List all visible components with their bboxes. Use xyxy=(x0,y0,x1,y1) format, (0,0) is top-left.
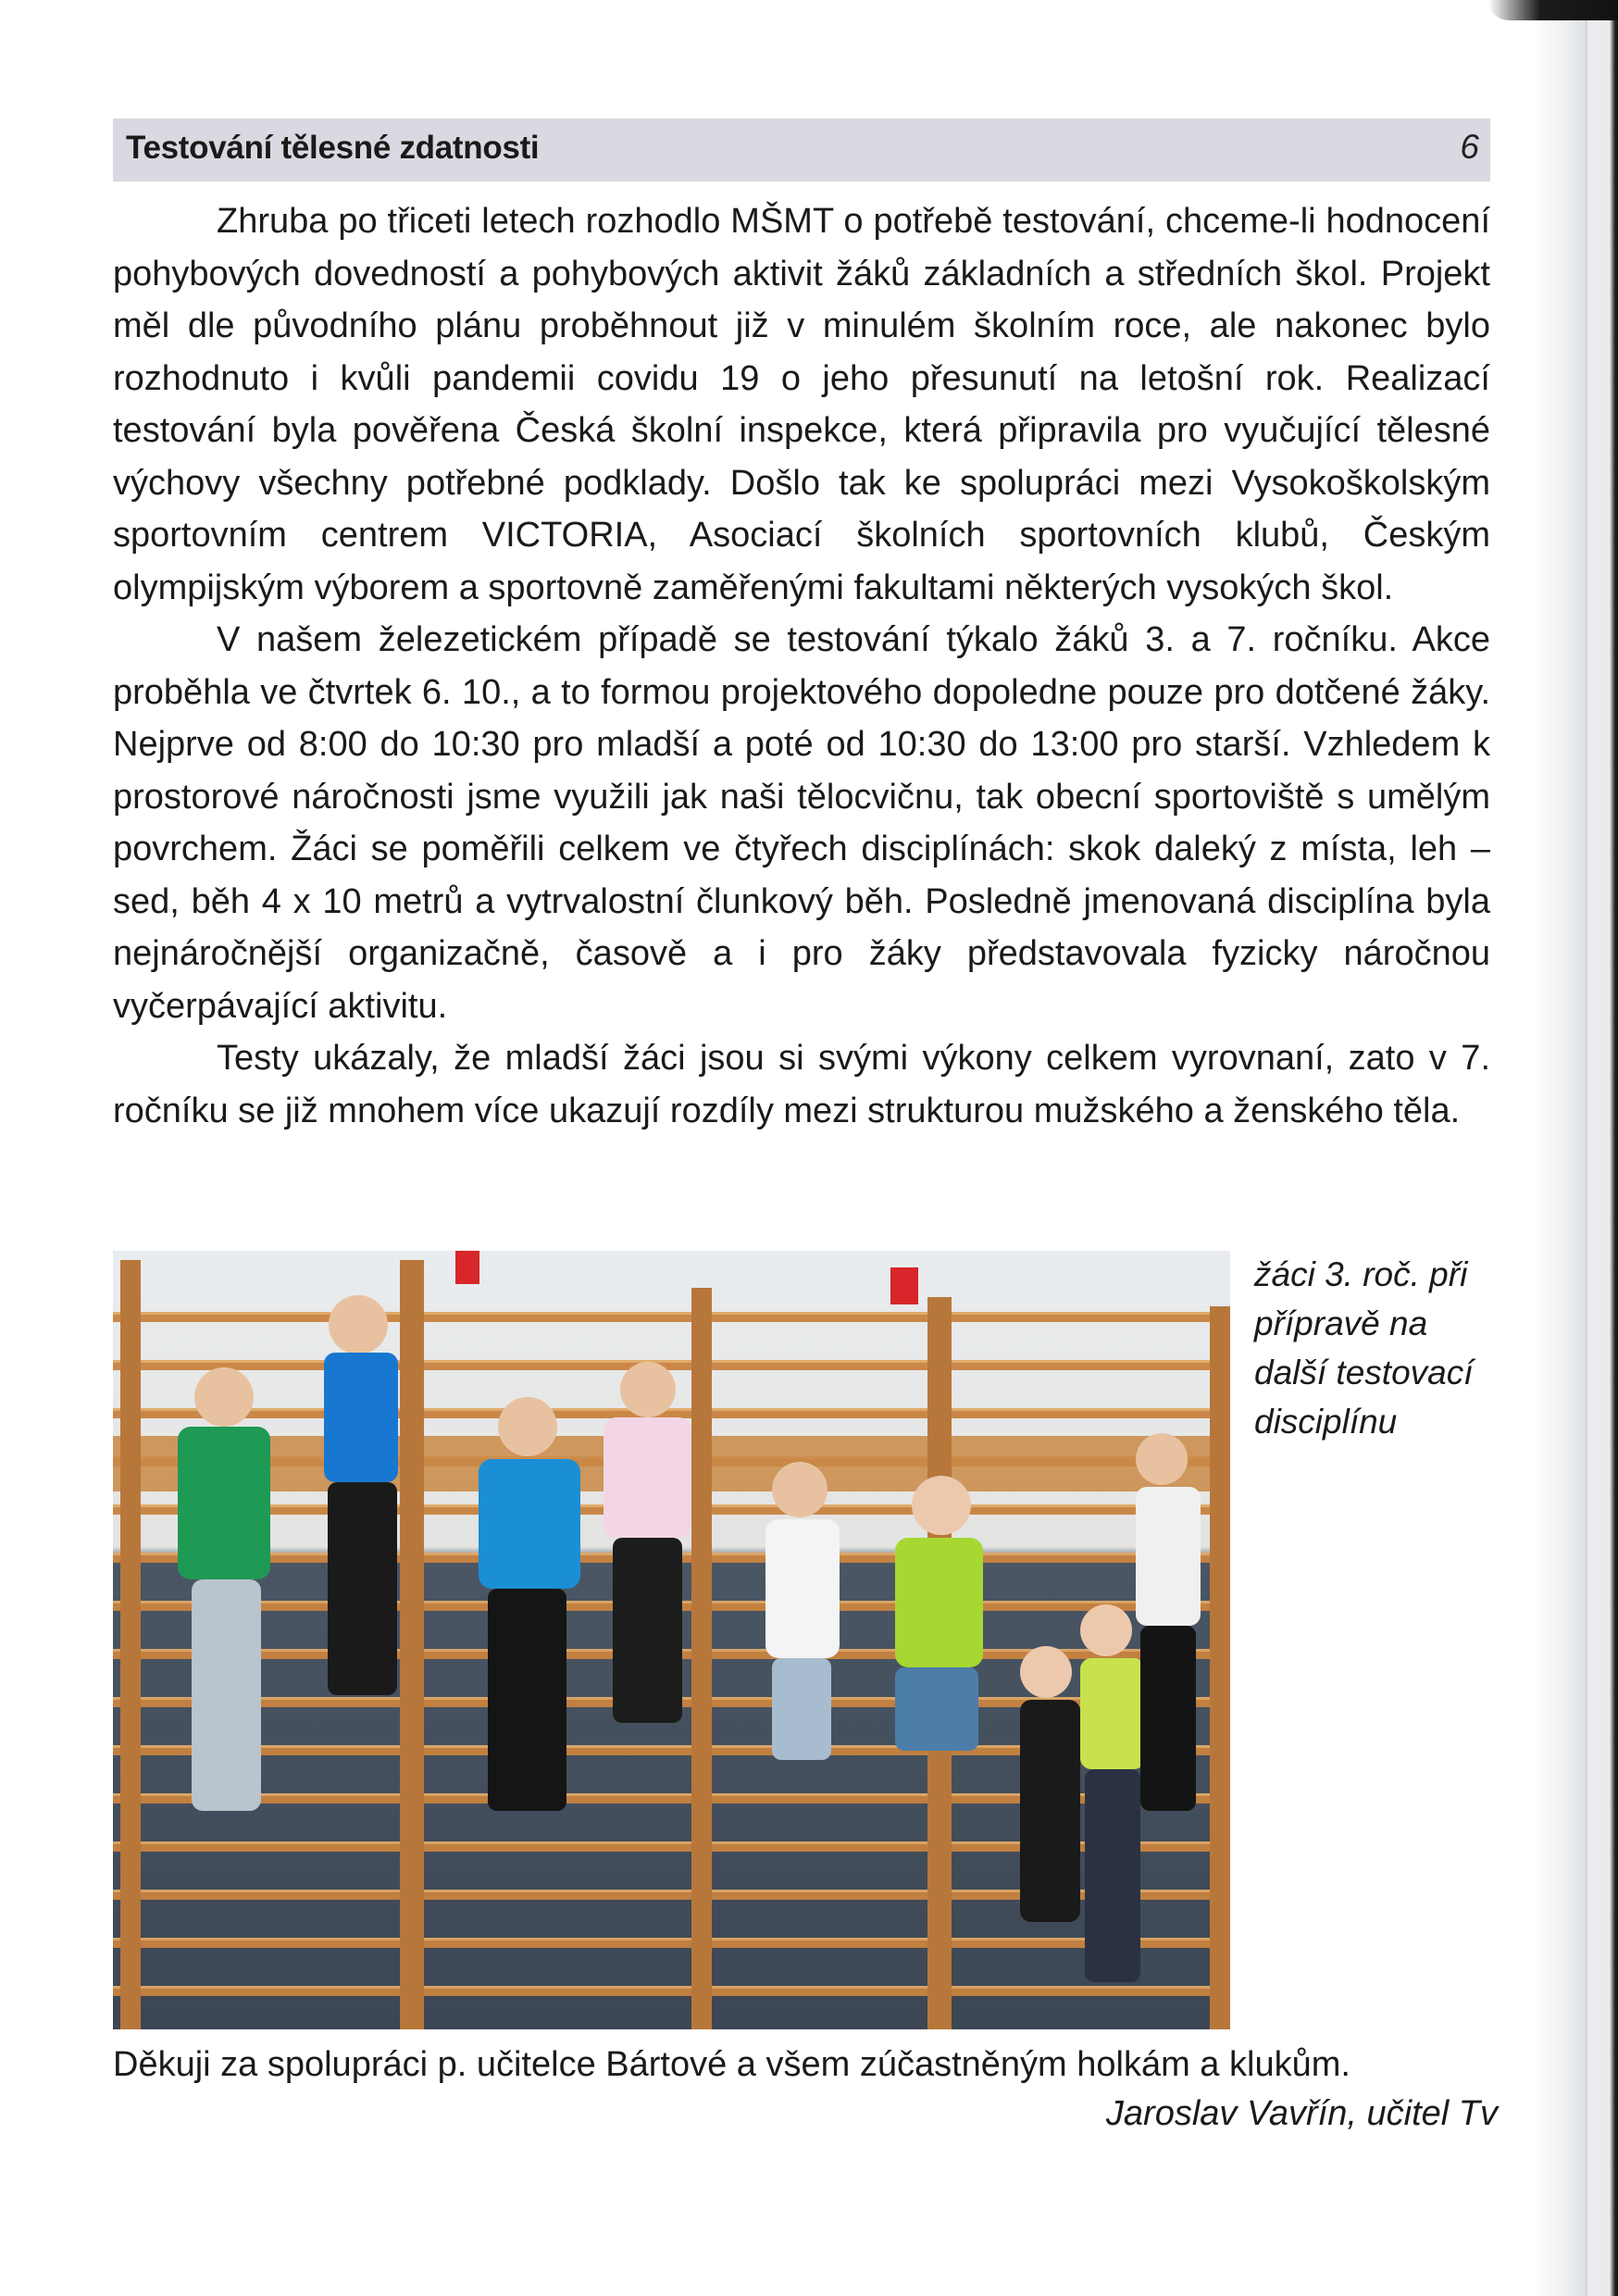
article-paragraph: Testy ukázaly, že mladší žáci jsou si svými výkony celkem vyrovnaní, zato v 7. ročníku se již mnohem více ukazují rozdíly mezi strukturou mužského a ženského těla. xyxy=(113,1039,1490,1130)
child-figure-striped xyxy=(1136,1433,1201,1811)
page-number: 6 xyxy=(1460,128,1479,166)
photo-illustration xyxy=(113,1251,1230,2029)
article-paragraph: Zhruba po třiceti letech rozhodlo MŠMT o potřebě testování, chceme-li hodnocení pohybových dovedností a pohybových aktivit žáků základních a středních škol. Projekt měl dle původního plánu proběhnout již v minulém školním roce, ale nakonec bylo rozhodnuto i kvůli pandemii covidu 19 o jeho přesunutí na letošní rok. Realizací testování byla pověřena Česká školní inspekce, která připravila pro vyučující tělesné výchovy všechny potřebné podklady. Došlo tak ke spolupráci mezi Vysokoškolským sportovním centrem VICTORIA, Asociací školních sportovních klubů, Českým olympijským výborem a sportovně zaměřenými fakultami některých vysokých škol. xyxy=(113,202,1490,607)
scan-edge-shadow xyxy=(1488,0,1618,20)
author-signature: Jaroslav Vavřín, učitel Tv xyxy=(1105,2094,1498,2133)
child-figure-jacket xyxy=(479,1397,580,1811)
article-body xyxy=(113,195,1490,1137)
acknowledgement-text: Děkuji za spolupráci p. učitelce Bártové a všem zúčastněným holkám a klukům. xyxy=(113,2045,1350,2084)
child-figure-blue xyxy=(324,1295,398,1695)
section-title: Testování tělesné zdatnosti xyxy=(126,130,540,166)
article-paragraph: V našem železetickém případě se testování týkalo žáků 3. a 7. ročníku. Akce proběhla ve čtvrtek 6. 10., a to formou projektového dopoledne pouze pro dotčené žáky. Nejprve od 8:00 do 10:30 pro mladší a poté od 10:30 do 13:00 pro starší. Vzhledem k prostorové náročnosti jsme využili jak naši tělocvičnu, tak obecní sportoviště s umělým povrchem. Žáci se poměřili celkem ve čtyřech disciplínách: skok daleký z místa, leh – sed, běh 4 x 10 metrů a vytrvalostní člunkový běh. Posledně jmenovaná disciplína byla nejnáročnější organizačně, časově a i pro žáky představovala fyzicky náročnou vyčerpávající aktivitu. xyxy=(113,620,1490,1026)
section-header-bar xyxy=(113,119,1490,181)
child-figure-yellow xyxy=(1080,1604,1145,1982)
photo-children-on-wall-bars xyxy=(113,1251,1230,2029)
book-spine-shadow xyxy=(1535,0,1618,2296)
photo-caption: žáci 3. roč. při přípravě na další testovací disciplínu xyxy=(1254,1255,1474,1441)
